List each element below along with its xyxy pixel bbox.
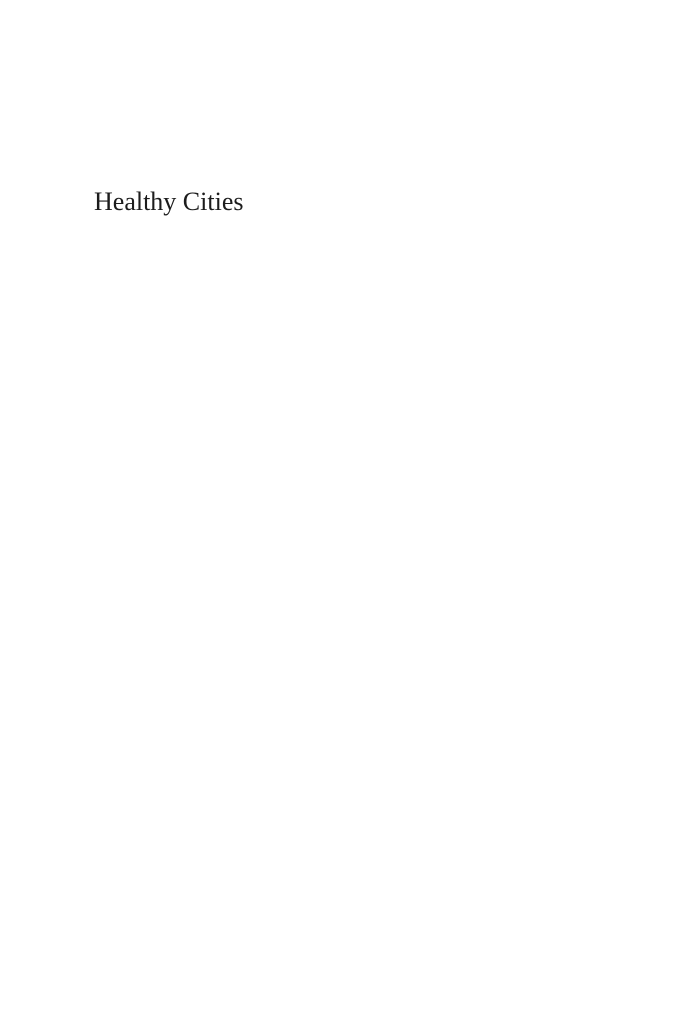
page-title: Healthy Cities [94, 187, 244, 216]
